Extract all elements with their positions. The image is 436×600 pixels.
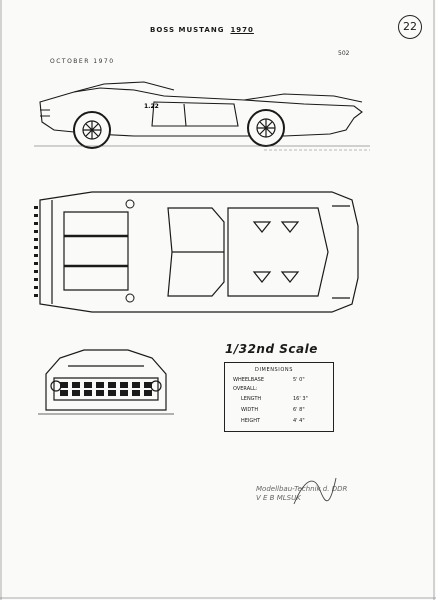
dimension-value: 16' 3"	[293, 396, 308, 402]
signature-scribble	[290, 470, 340, 510]
document-date: OCTOBER 1970	[50, 58, 115, 65]
dimension-label: LENGTH	[241, 396, 262, 402]
dimension-label: WIDTH	[241, 407, 259, 413]
side-view-number: 1.22	[144, 103, 159, 110]
publisher-stamp-sub: V E B MLSUK	[256, 494, 301, 502]
dimension-value: 5' 0"	[293, 377, 305, 383]
dimensions-heading: DIMENSIONS	[255, 367, 294, 373]
publisher-stamp: Modellbau-Technik d. DDR	[256, 485, 348, 493]
top-view-drawing	[32, 186, 362, 318]
scale-title: 1/32nd Scale	[225, 342, 318, 356]
dimension-label: OVERALL:	[233, 386, 258, 392]
title-text: BOSS MUSTANG	[150, 26, 225, 34]
dimension-value: 6' 8"	[293, 407, 305, 413]
scan-noise	[433, 0, 435, 600]
scan-noise	[0, 597, 436, 599]
title-year: 1970	[230, 26, 254, 34]
dimension-label: WHEELBASE	[233, 377, 264, 383]
dimensions-table	[224, 362, 334, 432]
front-view-drawing	[38, 344, 174, 420]
dimension-value: 4' 4"	[293, 418, 305, 424]
scan-noise	[0, 0, 2, 600]
page-number-badge: 22	[398, 15, 422, 39]
side-view-drawing	[34, 72, 370, 164]
reference-number: 502	[338, 50, 350, 57]
dimension-label: HEIGHT	[241, 418, 261, 424]
page-title	[150, 26, 254, 34]
